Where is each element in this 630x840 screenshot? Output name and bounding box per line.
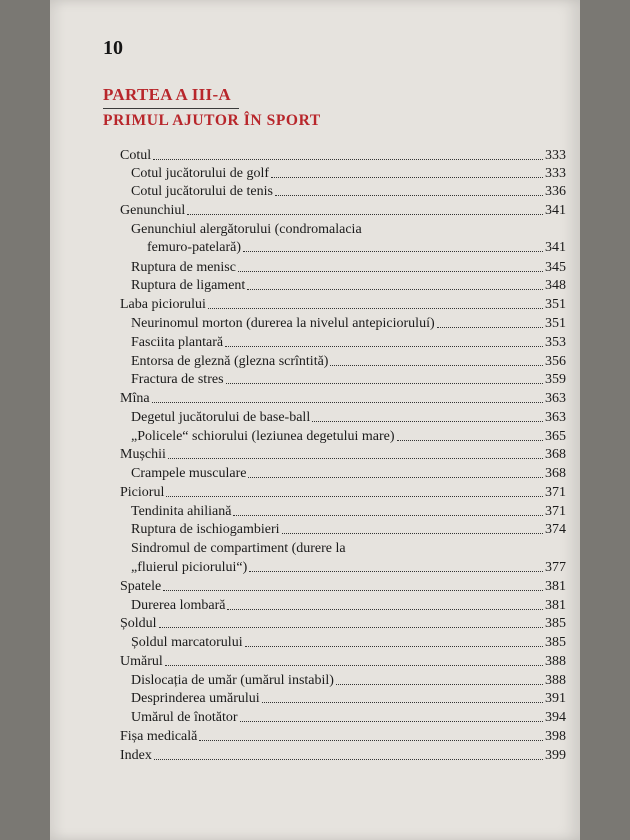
toc-entry [131, 427, 566, 446]
toc-entry [131, 276, 566, 295]
toc-entry [131, 182, 566, 201]
dot-leader [233, 515, 543, 516]
toc-entry-page: 398 [545, 729, 566, 744]
toc-entry [131, 352, 566, 371]
dot-leader [226, 383, 543, 384]
toc-entry-label: Cotul jucătorului de tenis [131, 184, 273, 199]
toc-entry [131, 633, 566, 652]
toc-entry [131, 520, 566, 539]
toc-entry-page: 388 [545, 673, 566, 688]
dot-leader [245, 646, 543, 647]
toc-entry-page: 381 [545, 579, 566, 594]
toc-entry-page: 371 [545, 485, 566, 500]
toc-entry-label: femuro-patelară) [147, 240, 242, 255]
dot-leader [152, 402, 543, 403]
toc-entry [131, 502, 566, 521]
toc-entry [131, 164, 566, 183]
toc-entry [131, 671, 566, 690]
dot-leader [397, 440, 543, 441]
dot-leader [330, 365, 543, 366]
toc-entry [120, 201, 566, 220]
toc-entry-page: 345 [545, 260, 566, 275]
toc-entry-label: „Policele“ schiorului (leziunea degetului mare) [131, 429, 395, 444]
toc-entry-label: Fișa medicală [120, 729, 198, 744]
toc-entry-label: Ruptura de ischiogambieri [131, 522, 280, 537]
toc-entry [131, 464, 566, 483]
toc-entry [120, 445, 566, 464]
dot-leader [437, 327, 543, 328]
toc-entry-label: Șoldul marcatorului [131, 635, 243, 650]
dot-leader [249, 571, 543, 572]
toc-entry [120, 146, 566, 165]
toc-entry-page: 399 [545, 748, 566, 763]
toc-entry-label: Mușchii [120, 447, 166, 462]
toc-entry-page: 368 [545, 447, 566, 462]
toc-entry-label: Piciorul [120, 485, 165, 500]
toc-entry-page: 336 [545, 184, 566, 199]
toc-entry-label: Tendinita ahiliană [131, 504, 232, 519]
toc-entry-label: Genunchiul alergătorului (condromalacia [131, 222, 362, 237]
dot-leader [166, 496, 543, 497]
dot-leader [282, 533, 543, 534]
toc-entry [120, 652, 566, 671]
toc-entry-page: 348 [545, 278, 566, 293]
dot-leader [168, 458, 543, 459]
toc-entry-label: Șoldul [120, 616, 157, 631]
dot-leader [225, 346, 543, 347]
dot-leader [247, 289, 543, 290]
toc-entry [120, 614, 566, 633]
toc-entry-page: 333 [545, 148, 566, 163]
toc-entry-page: 356 [545, 354, 566, 369]
toc-entry-label: Genunchiul [120, 203, 186, 218]
toc-entry-page: 341 [545, 203, 566, 218]
toc-entry-label: Umărul [120, 654, 163, 669]
toc-entry-label: Index [120, 748, 152, 763]
toc-entry [131, 708, 566, 727]
dot-leader [208, 308, 543, 309]
toc-entry-page: 394 [545, 710, 566, 725]
toc-entry-page: 385 [545, 616, 566, 631]
toc-entry-page: 333 [545, 166, 566, 181]
toc-entry-page: 365 [545, 429, 566, 444]
toc-entry [120, 727, 566, 746]
dot-leader [163, 590, 543, 591]
toc-entry-label: Fractura de stres [131, 372, 224, 387]
toc-entry [131, 689, 566, 708]
toc-entry-page: 374 [545, 522, 566, 537]
dot-leader [227, 609, 543, 610]
toc-entry-label: Entorsa de gleznă (glezna scrîntită) [131, 354, 329, 369]
toc-entry [120, 483, 566, 502]
toc-entry-page: 391 [545, 691, 566, 706]
dot-leader [199, 740, 543, 741]
dot-leader [275, 195, 543, 196]
toc-entry-page: 353 [545, 335, 566, 350]
toc-entry-label: Ruptura de menisc [131, 260, 236, 275]
toc-entry [131, 314, 566, 333]
dot-leader [154, 759, 543, 760]
toc-entry-label: Cotul [120, 148, 152, 163]
toc-entry-label: Umărul de înotător [131, 710, 238, 725]
toc-entry-page: 388 [545, 654, 566, 669]
part-title: PARTEA A III-A [103, 85, 231, 104]
section-title: PRIMUL AJUTOR ÎN SPORT [103, 112, 321, 129]
page-number: 10 [103, 37, 123, 59]
toc-entry-label: Crampele musculare [131, 466, 247, 481]
toc-entry-label: Sindromul de compartiment (durere la [131, 541, 346, 556]
dot-leader [159, 627, 543, 628]
toc-entry [131, 408, 566, 427]
dot-leader [336, 684, 543, 685]
dot-leader [243, 251, 543, 252]
dot-leader [312, 421, 543, 422]
toc-entry [120, 746, 566, 765]
toc-entry-page: 351 [545, 297, 566, 312]
toc-entry-label: Cotul jucătorului de golf [131, 166, 270, 181]
dot-leader [238, 271, 543, 272]
toc-entry-label: Mîna [120, 391, 150, 406]
toc-entry-label: Ruptura de ligament [131, 278, 246, 293]
toc-entry-page: 359 [545, 372, 566, 387]
toc-entry-label: Degetul jucătorului de base-ball [131, 410, 311, 425]
dot-leader [271, 177, 543, 178]
book-page [50, 0, 580, 840]
toc-entry [120, 577, 566, 596]
toc-entry [120, 295, 566, 314]
toc-entry-page: 371 [545, 504, 566, 519]
toc-entry-page: 363 [545, 410, 566, 425]
dot-leader [248, 477, 543, 478]
toc-entry [131, 558, 566, 577]
dot-leader [187, 214, 543, 215]
toc-entry-label: „fluierul piciorului“) [131, 560, 248, 575]
toc-entry-label: Desprinderea umărului [131, 691, 260, 706]
toc-entry [131, 596, 566, 615]
toc-entry-page: 377 [545, 560, 566, 575]
toc-entry-label: Laba piciorului [120, 297, 206, 312]
toc-entry-page: 351 [545, 316, 566, 331]
toc-entry-label: Durerea lombară [131, 598, 226, 613]
toc-entry-label: Spatele [120, 579, 162, 594]
dot-leader [153, 159, 543, 160]
toc-entry-page: 368 [545, 466, 566, 481]
toc-entry [131, 370, 566, 389]
title-rule [103, 108, 239, 109]
dot-leader [240, 721, 543, 722]
toc-entry [131, 333, 566, 352]
dot-leader [262, 702, 543, 703]
toc-entry-page: 341 [545, 240, 566, 255]
toc-entry-label: Fasciita plantară [131, 335, 224, 350]
toc-entry [147, 238, 566, 257]
dot-leader [165, 665, 543, 666]
toc-entry-label: Dislocația de umăr (umărul instabil) [131, 673, 334, 688]
toc-entry-page: 363 [545, 391, 566, 406]
toc-entry-page: 385 [545, 635, 566, 650]
toc-entry [120, 389, 566, 408]
toc-entry [131, 258, 566, 277]
toc-entry-label: Neurinomul morton (durerea la nivelul antepicioruluí) [131, 316, 435, 331]
toc-entry-page: 381 [545, 598, 566, 613]
